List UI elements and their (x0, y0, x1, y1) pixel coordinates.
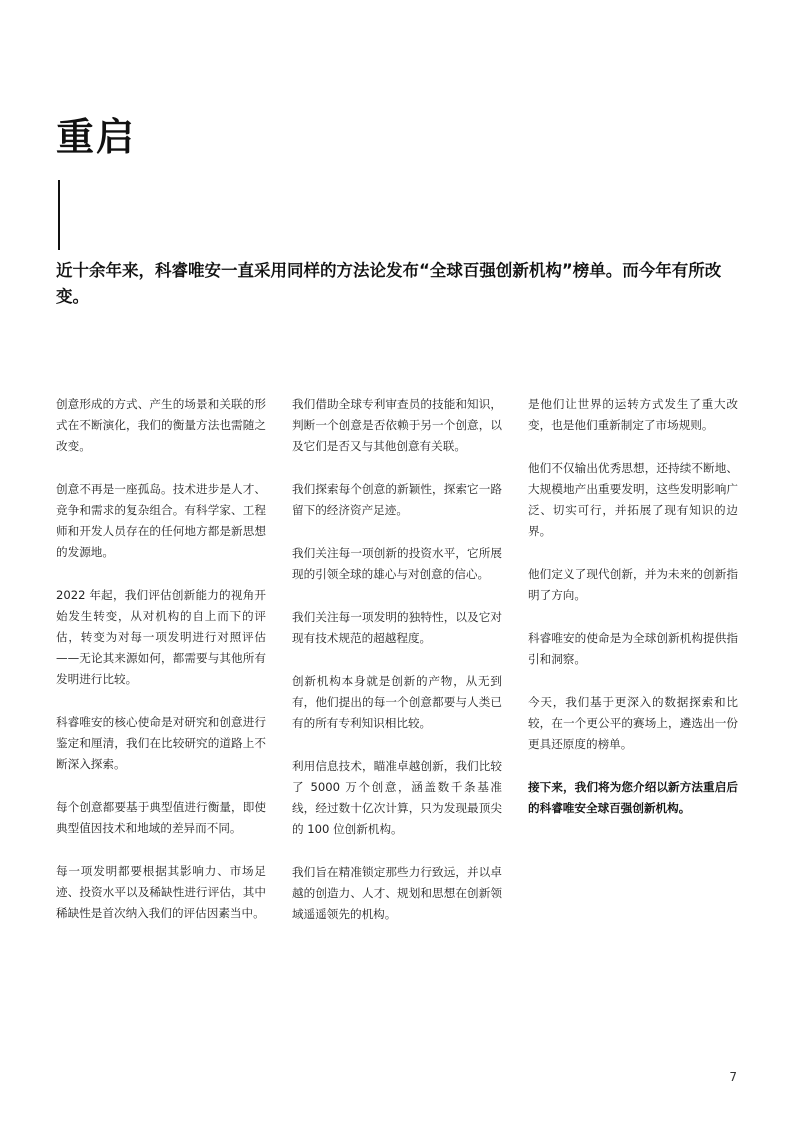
page-title: 重启 (56, 115, 137, 159)
paragraph: 我们关注每一项创新的投资水平，它所展现的引领全球的雄心与对创意的信心。 (292, 546, 502, 581)
paragraph: 科睿唯安的核心使命是对研究和创意进行鉴定和厘清，我们在比较研究的道路上不断深入探索。 (56, 715, 266, 771)
paragraph: 我们借助全球专利审查员的技能和知识，判断一个创意是否依赖于另一个创意，以及它们是否又与其他创意有关联。 (292, 397, 502, 453)
paragraph: 创意形成的方式、产生的场景和关联的形式在不断演化，我们的衡量方法也需随之改变。 (56, 397, 266, 453)
paragraph: 2022 年起，我们评估创新能力的视角开始发生转变，从对机构的自上而下的评估，转变为对每一项发明进行对照评估——无论其来源如何，都需要与其他所有发明进行比较。 (56, 588, 266, 686)
paragraph: 是他们让世界的运转方式发生了重大改变，也是他们重新制定了市场规则。 (528, 397, 738, 432)
text-column-2 (292, 394, 502, 947)
text-column-1 (56, 394, 266, 946)
paragraph: 每一项发明都要根据其影响力、市场足迹、投资水平以及稀缺性进行评估，其中稀缺性是首次纳入我们的评估因素当中。 (56, 864, 266, 920)
vertical-rule (58, 180, 60, 250)
paragraph: 我们关注每一项发明的独特性，以及它对现有技术规范的超越程度。 (292, 610, 502, 645)
paragraph: 今天，我们基于更深入的数据探索和比较，在一个更公平的赛场上，遴选出一份更具还原度的榜单。 (528, 695, 738, 751)
paragraph: 创意不再是一座孤岛。技术进步是人才、竞争和需求的复杂组合。有科学家、工程师和开发人员存在的任何地方都是新思想的发源地。 (56, 482, 266, 559)
paragraph: 科睿唯安的使命是为全球创新机构提供指引和洞察。 (528, 631, 738, 666)
paragraph: 他们不仅输出优秀思想，还持续不断地、大规模地产出重要发明，这些发明影响广泛、切实可行，并拓展了现有知识的边界。 (528, 461, 738, 538)
paragraph: 每个创意都要基于典型值进行衡量，即使典型值因技术和地域的差异而不同。 (56, 800, 266, 835)
paragraph: 我们旨在精准锁定那些力行致远，并以卓越的创造力、人才、规划和思想在创新领域遥遥领先的机构。 (292, 865, 502, 921)
paragraph: 创新机构本身就是创新的产物，从无到有，他们提出的每一个创意都要与人类已有的所有专利知识相比较。 (292, 674, 502, 730)
lead-paragraph (56, 258, 740, 310)
closing-paragraph: 接下来，我们将为您介绍以新方法重启后的科睿唯安全球百强创新机构。 (528, 780, 738, 815)
lead-emphasis: 而今年有所改变。 (56, 261, 722, 306)
page-number: 7 (729, 1070, 737, 1084)
paragraph: 他们定义了现代创新，并为未来的创新指明了方向。 (528, 567, 738, 602)
paragraph: 利用信息技术，瞄准卓越创新，我们比较了 5000 万个创意，涵盖数千条基准线，经过数十亿次计算，只为发现最顶尖的 100 位创新机构。 (292, 759, 502, 836)
lead-text: 近十余年来，科睿唯安一直采用同样的方法论发布“全球百强创新机构”榜单。 (56, 261, 623, 280)
text-column-3 (528, 394, 738, 841)
paragraph: 我们探索每个创意的新颖性，探索它一路留下的经济资产足迹。 (292, 482, 502, 517)
